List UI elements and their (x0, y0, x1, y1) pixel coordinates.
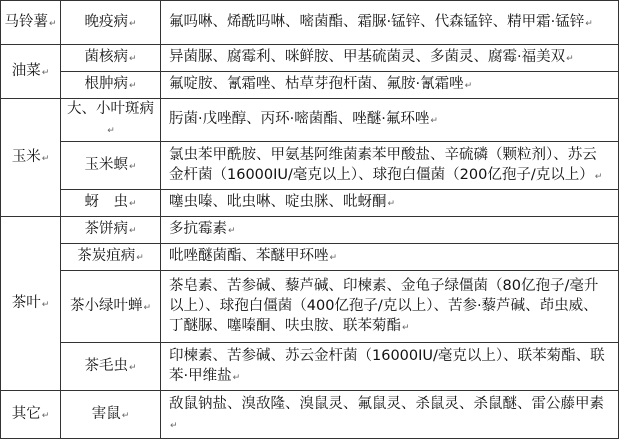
table-row (1, 99, 619, 142)
pest-cell (61, 72, 161, 99)
cell-mark: ↵ (594, 171, 603, 182)
agents-cell (161, 391, 619, 439)
table-row (1, 244, 619, 271)
crop-name: 其它 (11, 405, 41, 422)
agents-text: 肟菌·戊唑醇、丙环·嘧菌酯、唑醚·氟环唑 (169, 111, 430, 127)
pest-cell (61, 1, 161, 45)
pest-name: 大、小叶斑病 (67, 101, 154, 117)
table-row (1, 142, 619, 190)
crop-cell (1, 99, 61, 217)
pest-name: 茶小绿叶蝉 (69, 297, 143, 314)
pest-name: 晚疫病 (84, 13, 128, 30)
cell-mark: ↵ (128, 54, 137, 64)
table-row (1, 190, 619, 217)
agents-cell (161, 1, 619, 45)
agents-cell (161, 217, 619, 244)
agents-cell (161, 99, 619, 142)
pest-name: 害鼠 (91, 405, 121, 422)
table-row (1, 217, 619, 244)
table-row (1, 343, 619, 391)
pest-name: 茶饼病 (84, 221, 128, 237)
cell-mark: ↵ (170, 420, 178, 431)
agents-text: 印楝素、苦参碱、苏云金杆菌（16000IU/毫克以上）、联苯菊酯、联苯·甲维盐 (169, 347, 605, 384)
pest-name: 茶毛虫 (84, 357, 128, 374)
agents-cell (161, 72, 619, 99)
table-row (1, 271, 619, 343)
agents-text: 噻虫嗪、吡虫啉、啶虫脒、吡蚜酮 (169, 194, 387, 210)
agents-cell (161, 45, 619, 72)
crop-cell (1, 217, 61, 391)
crop-name: 油菜 (11, 62, 41, 79)
agents-text: 多抗霉素 (169, 221, 227, 237)
crop-cell (1, 45, 61, 99)
pest-name: 茶炭疽病 (77, 248, 136, 264)
cell-mark: ↵ (41, 67, 50, 78)
cell-mark: ↵ (41, 153, 50, 164)
agents-cell (161, 244, 619, 271)
agents-text: 敌鼠钠盐、溴敌隆、溴鼠灵、氟鼠灵、杀鼠灵、杀鼠醚、雷公藤甲素 (169, 395, 604, 412)
cell-mark: ↵ (128, 362, 137, 373)
agents-text: 吡唑醚菌酯、苯醚甲环唑 (169, 248, 329, 264)
cell-mark: ↵ (128, 81, 137, 91)
cell-mark: ↵ (566, 54, 574, 64)
crop-cell (1, 1, 61, 45)
table-row (1, 45, 619, 72)
agents-text: 氯虫苯甲酰胺、甲氨基阿维菌素苯甲酸盐、辛硫磷（颗粒剂）、苏云金杆菌（16000IU/毫克以上）、球孢白僵菌（200亿孢子/克以上） (169, 146, 597, 183)
cell-mark: ↵ (41, 410, 50, 421)
pest-cell (61, 217, 161, 244)
crop-cell (1, 391, 61, 439)
cell-mark: ↵ (585, 18, 593, 29)
crop-name: 玉米 (11, 148, 41, 165)
crop-name: 马铃薯 (4, 13, 48, 30)
pest-cell (61, 99, 161, 142)
agents-text: 氟啶胺、氰霜唑、枯草芽孢杆菌、氟胺·氰霜唑 (169, 76, 464, 92)
pest-name: 菌核病 (84, 49, 128, 65)
agents-text: 茶皂素、苦参碱、藜芦碱、印楝素、金龟子绿僵菌（80亿孢子/毫升以上）、球孢白僵菌（400亿孢子/克以上）、苦参·藜芦碱、茚虫威、丁醚脲、噻嗪酮、呋虫胺、联苯菊酯 (169, 277, 599, 334)
pest-cell (61, 343, 161, 391)
cell-mark: ↵ (48, 18, 57, 29)
cell-mark: ↵ (128, 18, 137, 29)
agents-cell (161, 142, 619, 190)
cell-mark: ↵ (136, 253, 144, 263)
pest-name: 玉米螟 (84, 156, 128, 173)
table-row (1, 1, 619, 45)
pest-cell (61, 142, 161, 190)
cell-mark: ↵ (387, 199, 396, 209)
cell-mark: ↵ (121, 410, 130, 421)
agents-cell (161, 271, 619, 343)
pest-cell (61, 244, 161, 271)
pest-cell (61, 190, 161, 217)
pest-name: 蚜 虫 (84, 194, 128, 210)
cell-mark: ↵ (402, 322, 410, 333)
cell-mark: ↵ (464, 81, 473, 91)
crop-name: 茶叶 (11, 294, 41, 311)
agents-text: 氟吗啉、烯酰吗啉、嘧菌酯、霜脲·锰锌、代森锰锌、精甲霜·锰锌 (169, 13, 585, 30)
cell-mark: ↵ (107, 126, 115, 136)
cell-mark: ↵ (329, 253, 338, 263)
pest-cell (61, 45, 161, 72)
table-row (1, 391, 619, 439)
cell-mark: ↵ (232, 372, 241, 383)
cell-mark: ↵ (41, 299, 50, 310)
agents-cell (161, 190, 619, 217)
cell-mark: ↵ (128, 161, 137, 172)
cell-mark: ↵ (430, 116, 438, 126)
agents-text: 异菌脲、腐霉利、咪鲜胺、甲基硫菌灵、多菌灵、腐霉·福美双 (169, 49, 566, 65)
cell-mark: ↵ (128, 199, 137, 209)
table-row (1, 72, 619, 99)
pest-cell (61, 391, 161, 439)
agents-cell (161, 343, 619, 391)
pest-cell (61, 271, 161, 343)
cell-mark: ↵ (228, 226, 236, 236)
pest-name: 根肿病 (84, 76, 128, 92)
cell-mark: ↵ (143, 302, 152, 313)
cell-mark: ↵ (128, 226, 137, 236)
